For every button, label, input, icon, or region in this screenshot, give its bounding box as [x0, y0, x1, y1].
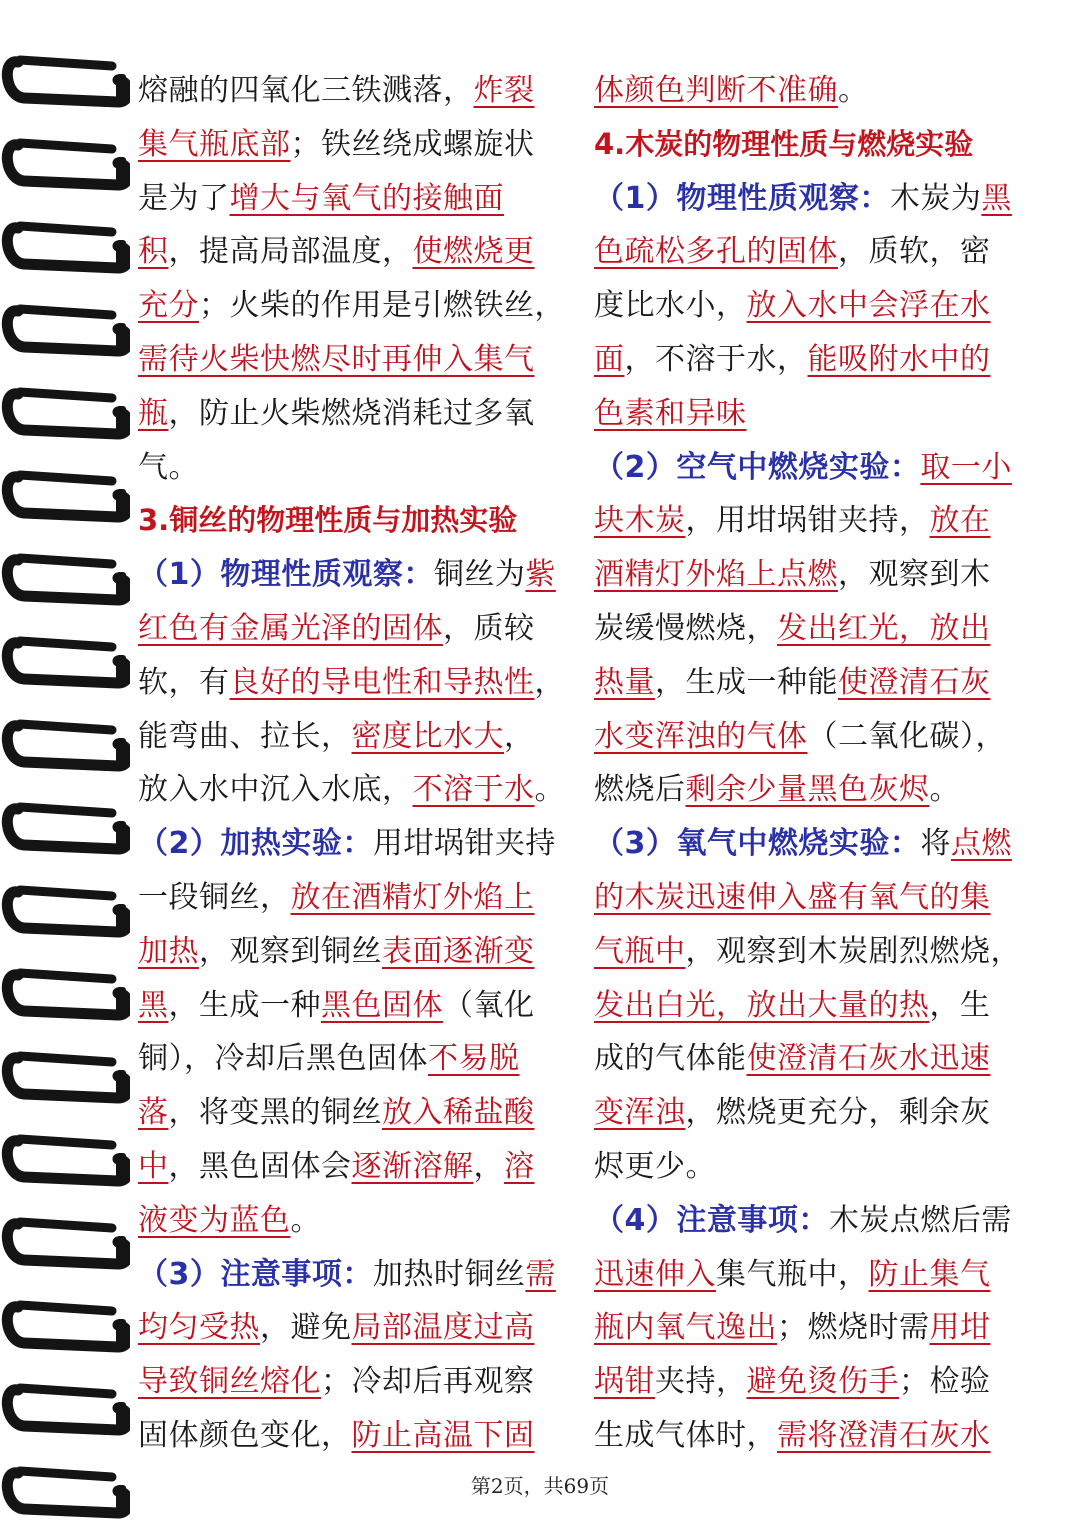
highlighted-text: 体颜色判断不准确 — [594, 73, 838, 108]
text-line — [138, 1032, 574, 1086]
highlighted-text: 局部温度过高 — [351, 1310, 535, 1346]
highlighted-text: 防止集气 — [868, 1256, 991, 1292]
right-column — [594, 64, 1034, 1463]
subheading: （1）物理性质观察： — [594, 180, 890, 216]
highlighted-text: 增大与氧气的接触面 — [229, 180, 504, 216]
highlighted-text: 良好的导电性和导热性 — [229, 664, 535, 700]
binding-hole — [116, 157, 126, 187]
body-text: ，用坩埚钳夹持， — [685, 503, 930, 539]
body-text: 夹持， — [655, 1364, 747, 1400]
body-text: ；检验 — [899, 1364, 991, 1400]
binding-ring-top — [20, 309, 112, 315]
body-text: 度比水小， — [594, 288, 747, 324]
highlighted-text: 放在 — [929, 503, 991, 539]
highlighted-text: 取一小 — [920, 449, 1012, 485]
body-text: 能弯曲、拉长， — [138, 718, 352, 754]
text-line — [138, 1301, 574, 1355]
body-text: 加热时铜丝 — [372, 1256, 526, 1292]
text-line — [594, 1355, 1034, 1409]
binding-hole — [116, 1402, 126, 1432]
highlighted-text: 发出白光，放出大量的热 — [594, 987, 930, 1023]
highlighted-text: 放入水中会浮在水 — [746, 288, 991, 324]
text-line — [594, 1032, 1034, 1086]
highlighted-text: 防止高温下固 — [351, 1417, 535, 1453]
text-line — [138, 225, 574, 279]
body-text: 。 — [929, 772, 960, 808]
highlighted-text: 需 — [525, 1256, 556, 1292]
text-line — [594, 1301, 1034, 1355]
body-text: 。 — [534, 772, 565, 808]
binding-hole — [116, 1236, 126, 1266]
section-heading: 3.铜丝的物理性质与加热实验 — [138, 503, 518, 538]
highlighted-text: 的木炭迅速伸入盛有氧气的集 — [594, 879, 991, 915]
body-text: ，质软，密 — [838, 234, 991, 270]
text-line — [138, 1140, 574, 1194]
highlighted-text: 红色有金属光泽的固体 — [138, 610, 443, 646]
text-line — [138, 441, 574, 495]
text-line — [594, 1248, 1034, 1302]
body-text: ，生成一种能 — [655, 664, 838, 700]
body-text: 一段铜丝， — [138, 879, 291, 915]
highlighted-text: 热量 — [594, 664, 655, 700]
highlighted-text: 块木炭 — [594, 503, 686, 539]
binding-hole — [116, 489, 126, 519]
body-text: 将 — [920, 826, 951, 862]
subheading: （2）空气中燃烧实验： — [594, 449, 921, 485]
highlighted-text: 中 — [138, 1148, 169, 1184]
binding-ring-top — [20, 890, 112, 896]
highlighted-text: 使澄清石灰水迅速 — [746, 1041, 991, 1077]
text-line — [138, 548, 574, 602]
subheading: （3）氧气中燃烧实验： — [594, 826, 921, 862]
highlighted-text: 黑 — [138, 987, 169, 1023]
highlighted-text: 落 — [138, 1095, 169, 1131]
highlighted-text: 酒精灯外焰上点燃 — [594, 557, 838, 593]
text-line — [594, 979, 1034, 1033]
subheading: （3）注意事项： — [138, 1256, 373, 1292]
binding-ring-top — [20, 1305, 112, 1311]
text-line — [138, 1194, 574, 1248]
body-text: 木炭点燃后需 — [828, 1202, 1012, 1238]
body-text: 软，有 — [138, 664, 230, 700]
binding-ring-top — [20, 1222, 112, 1228]
highlighted-text: 积 — [138, 234, 169, 270]
body-text: 燃烧后 — [594, 772, 686, 808]
body-text: ；冷却后再观察 — [321, 1364, 535, 1400]
text-line — [138, 1248, 574, 1302]
subheading: （2）加热实验： — [138, 826, 373, 862]
body-text: 用坩埚钳夹持 — [372, 826, 556, 862]
body-text: 。 — [290, 1202, 321, 1238]
highlighted-text: 用坩 — [929, 1310, 991, 1346]
highlighted-text: 变浑浊 — [594, 1095, 686, 1131]
binding-ring-top — [20, 724, 112, 730]
text-line — [594, 1140, 1034, 1194]
text-line — [138, 279, 574, 333]
highlighted-text: 逐渐溶解 — [351, 1148, 474, 1184]
text-line — [138, 979, 574, 1033]
spiral-binding-icon — [0, 0, 130, 1528]
body-text: 成的气体能 — [594, 1041, 747, 1077]
highlighted-text: 加热 — [138, 933, 199, 969]
highlighted-text: 溶 — [504, 1148, 535, 1184]
highlighted-text: 需将澄清石灰水 — [777, 1417, 991, 1453]
body-text: ，黑色固体会 — [168, 1148, 352, 1184]
binding-hole — [116, 240, 126, 270]
subheading: （4）注意事项： — [594, 1202, 829, 1238]
binding-ring-top — [20, 60, 112, 66]
highlighted-text: 放在酒精灯外焰上 — [290, 879, 535, 915]
text-line — [594, 656, 1034, 710]
binding-ring-top — [20, 226, 112, 232]
binding-hole — [116, 904, 126, 934]
body-text: ；燃烧时需 — [777, 1310, 930, 1346]
text-line — [138, 387, 574, 441]
body-text: ，不溶于水， — [624, 341, 808, 377]
body-text: 。 — [838, 73, 869, 108]
text-line — [594, 817, 1034, 871]
binding-hole — [116, 655, 126, 685]
text-line — [594, 763, 1034, 817]
text-line — [138, 333, 574, 387]
text-line — [138, 172, 574, 226]
binding-ring-top — [20, 143, 112, 149]
highlighted-text: 能吸附水中的 — [807, 341, 991, 377]
text-line — [594, 710, 1034, 764]
body-text: 气。 — [138, 449, 199, 485]
text-line — [594, 548, 1034, 602]
body-text: （二氧化碳）， — [807, 718, 1006, 754]
highlighted-text: 集气瓶底部 — [138, 126, 291, 162]
binding-hole — [116, 1070, 126, 1100]
body-text: 炭缓慢燃烧， — [594, 610, 777, 646]
body-text: ，提高局部温度， — [168, 234, 413, 270]
left-column — [138, 64, 574, 1463]
body-text: （氧化 — [443, 987, 535, 1023]
binding-ring-top — [20, 558, 112, 564]
binding-ring-top — [20, 641, 112, 647]
binding-hole — [116, 74, 126, 104]
body-text: ， — [473, 1148, 504, 1184]
highlighted-text: 黑色固体 — [321, 987, 443, 1023]
body-text: 集气瓶中， — [716, 1256, 869, 1292]
highlighted-text: 迅速伸入 — [594, 1256, 716, 1292]
text-line — [138, 925, 574, 979]
binding-hole — [116, 323, 126, 353]
binding-ring-top — [20, 1139, 112, 1145]
text-line — [594, 1409, 1034, 1463]
highlighted-text: 发出红光，放出 — [777, 610, 991, 646]
text-line — [138, 871, 574, 925]
section-heading: 4.木炭的物理性质与燃烧实验 — [594, 126, 974, 161]
highlighted-text: 面 — [594, 341, 625, 377]
highlighted-text: 炸裂 — [473, 73, 535, 108]
highlighted-text: 不易脱 — [428, 1041, 520, 1077]
text-line — [594, 494, 1034, 548]
binding-hole — [116, 1319, 126, 1349]
text-line — [594, 64, 1034, 118]
body-text: ，将变黑的铜丝 — [168, 1095, 382, 1131]
binding-hole — [116, 738, 126, 768]
highlighted-text: 埚钳 — [594, 1364, 655, 1400]
body-text: 放入水中沉入水底， — [138, 772, 413, 808]
binding-hole — [116, 406, 126, 436]
text-line — [138, 1355, 574, 1409]
binding-ring-top — [20, 1056, 112, 1062]
body-text: ；铁丝绕成螺旋状 — [290, 126, 535, 162]
highlighted-text: 紫 — [525, 557, 556, 593]
highlighted-text: 气瓶中 — [594, 933, 686, 969]
binding-ring-top — [20, 475, 112, 481]
body-text: ，质较 — [443, 610, 535, 646]
body-text: ，生成一种 — [168, 987, 321, 1023]
highlighted-text: 密度比水大 — [351, 718, 504, 754]
text-line — [594, 387, 1034, 441]
body-text: 烬更少。 — [594, 1148, 716, 1184]
text-line — [138, 710, 574, 764]
body-text: ，避免 — [260, 1310, 352, 1346]
binding-hole — [116, 821, 126, 851]
body-text: 熔融的四氧化三铁溅落， — [138, 73, 474, 108]
body-text: ，防止火柴燃烧消耗过多氧 — [168, 395, 535, 431]
text-line — [138, 64, 574, 118]
highlighted-text: 黑 — [981, 180, 1012, 216]
text-line — [594, 279, 1034, 333]
text-line — [594, 925, 1034, 979]
body-text: 固体颜色变化， — [138, 1417, 352, 1453]
highlighted-text: 放入稀盐酸 — [382, 1095, 535, 1131]
highlighted-text: 充分 — [138, 288, 199, 324]
highlighted-text: 点燃 — [950, 826, 1012, 862]
highlighted-text: 避免烫伤手 — [746, 1364, 899, 1400]
body-text: ，观察到铜丝 — [199, 933, 382, 969]
highlighted-text: 剩余少量黑色灰烬 — [685, 772, 930, 808]
text-line — [594, 1086, 1034, 1140]
text-line — [138, 494, 574, 548]
text-line — [138, 1086, 574, 1140]
binding-ring-top — [20, 973, 112, 979]
text-line — [138, 763, 574, 817]
highlighted-text: 液变为蓝色 — [138, 1202, 291, 1238]
highlighted-text: 瓶 — [138, 395, 169, 431]
highlighted-text: 均匀受热 — [138, 1310, 260, 1346]
body-text: 木炭为 — [889, 180, 982, 216]
binding-hole — [116, 572, 126, 602]
body-text: 是为了 — [138, 180, 230, 216]
text-line — [138, 817, 574, 871]
highlighted-text: 使澄清石灰 — [838, 664, 991, 700]
text-line — [594, 225, 1034, 279]
body-text: 生成气体时， — [594, 1417, 777, 1453]
highlighted-text: 导致铜丝熔化 — [138, 1364, 321, 1400]
text-line — [594, 118, 1034, 172]
binding-ring-top — [20, 807, 112, 813]
text-line — [594, 441, 1034, 495]
binding-ring-top — [20, 1388, 112, 1394]
body-text: ，观察到木 — [838, 557, 991, 593]
text-line — [594, 602, 1034, 656]
highlighted-text: 色疏松多孔的固体 — [594, 234, 838, 270]
highlighted-text: 瓶内氧气逸出 — [594, 1310, 777, 1346]
text-line — [594, 172, 1034, 226]
subheading: （1）物理性质观察： — [138, 557, 434, 593]
body-text: 铜），冷却后黑色固体 — [138, 1041, 428, 1077]
highlighted-text: 水变浑浊的气体 — [594, 718, 808, 754]
text-line — [138, 1409, 574, 1463]
body-text: ，生 — [929, 987, 991, 1023]
binding-ring-top — [20, 392, 112, 398]
page-number: 第2页，共69页 — [470, 1474, 610, 1498]
body-text: 铜丝为 — [433, 557, 526, 593]
highlighted-text: 色素和异味 — [594, 395, 747, 431]
text-line — [138, 656, 574, 710]
text-line — [594, 1194, 1034, 1248]
text-line — [594, 871, 1034, 925]
body-text: ， — [504, 718, 535, 754]
text-line — [594, 333, 1034, 387]
body-text: ，观察到木炭剧烈燃烧， — [685, 933, 1021, 969]
body-text: ，燃烧更充分，剩余灰 — [685, 1095, 991, 1131]
binding-hole — [116, 1153, 126, 1183]
text-line — [138, 602, 574, 656]
text-line — [138, 118, 574, 172]
body-text: ；火柴的作用是引燃铁丝， — [199, 288, 565, 324]
highlighted-text: 需待火柴快燃尽时再伸入集气 — [138, 341, 535, 377]
highlighted-text: 表面逐渐变 — [382, 933, 535, 969]
highlighted-text: 使燃烧更 — [412, 234, 535, 270]
body-text: ， — [534, 664, 565, 700]
highlighted-text: 不溶于水 — [412, 772, 535, 808]
binding-hole — [116, 987, 126, 1017]
